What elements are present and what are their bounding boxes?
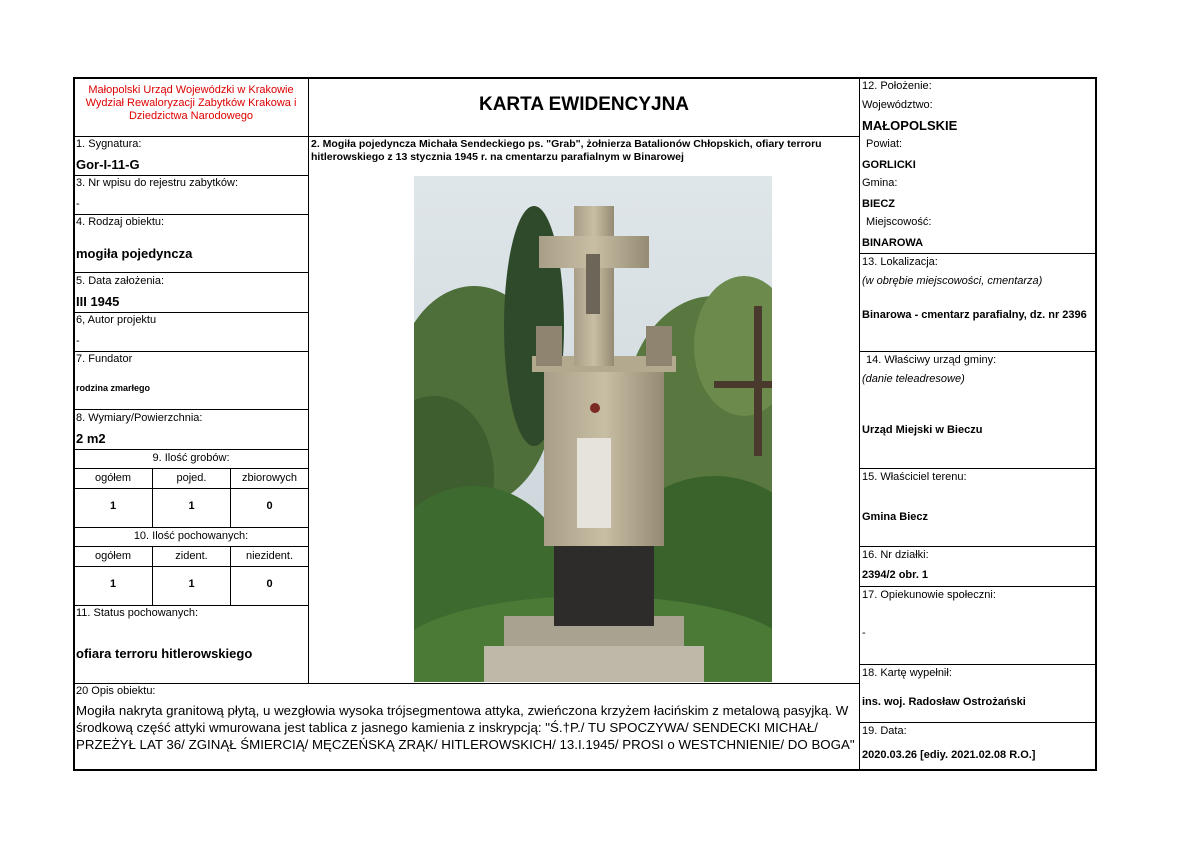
urzad-hint: (danie teleadresowe) (862, 373, 965, 385)
object-title: 2. Mogiła pojedyncza Michała Sendeckiego ps. "Grab", żołnierza Batalionów Chłopskich, ofiary terroru hitlerowskiego z 13 stycznia 1945 r. na cmentarzu parafialnym w Binarowej (311, 138, 822, 163)
wlasciciel-value: Gmina Biecz (862, 511, 929, 523)
rodzaj-label: 4. Rodzaj obiektu: (76, 216, 165, 228)
dzialka-value: 2394/2 obr. 1 (862, 569, 929, 581)
groby-value-ogolem: 1 (109, 500, 117, 512)
opiekunowie-label: 17. Opiekunowie społeczni: (862, 589, 996, 601)
wymiary-label: 8. Wymiary/Powierzchnia: (76, 412, 203, 424)
rejestr-label: 3. Nr wpisu do rejestru zabytków: (76, 177, 239, 189)
data-zalozenia-label: 5. Data założenia: (76, 275, 165, 287)
pochowani-header-niezident: niezident. (245, 550, 294, 562)
grave-photo (414, 176, 772, 682)
urzad-value: Urząd Miejski w Bieczu (862, 424, 983, 436)
data-wypelnienia-value: 2020.03.26 [ediy. 2021.02.08 R.O.] (862, 749, 1036, 761)
powiat-label: Powiat: (866, 138, 903, 150)
opis-text: Mogiła nakryta granitową płytą, u wezgłowia wysoka trójsegmentowa attyka, zwieńczona krzyżem łacińskim z metalową pasyjką. W środkową część attyki wmurowana jest tablica z jasnego kamienia z inskrypcją: "Ś.†P./ TU SPOCZYWA/ SENDECKI MICHAŁ/ PRZEŻYŁ LAT 36/ ZGINĄŁ ŚMIERCIĄ/ MĘCZEŃSKĄ ZRĄK/ HITLEROWSKICH/ 13.I.1945/ PROSI o WESTCHNIENIE/ DO BOGA" (76, 703, 855, 752)
fundator-value: rodzina zmarłego (76, 383, 151, 393)
dzialka-label: 16. Nr działki: (862, 549, 929, 561)
wlasciciel-label: 15. Właściciel terenu: (862, 471, 967, 483)
miejscowosc-label: Miejscowość: (866, 216, 932, 228)
card-title: KARTA EWIDENCYJNA (478, 94, 690, 115)
office-name: Małopolski Urząd Wojewódzki w Krakowie Wydział Rewaloryzacji Zabytków Krakowa i Dziedzictwa Narodowego (85, 84, 297, 122)
wypelnil-label: 18. Kartę wypełnił: (862, 667, 952, 679)
data-wypelnienia-label: 19. Data: (862, 725, 907, 737)
data-zalozenia-value: III 1945 (76, 294, 120, 309)
wojewodztwo-label: Województwo: (862, 99, 933, 111)
wypelnil-value: ins. woj. Radosław Ostrożański (862, 696, 1026, 708)
opiekunowie-value: - (862, 627, 866, 639)
groby-value-pojed: 1 (188, 500, 195, 512)
rejestr-value: - (76, 198, 80, 210)
pochowani-label: 10. Ilość pochowanych: (133, 530, 249, 542)
status-label: 11. Status pochowanych: (76, 607, 199, 619)
wojewodztwo-value: MAŁOPOLSKIE (862, 118, 958, 133)
wymiary-value: 2 m2 (76, 431, 106, 446)
pochowani-value-ogolem: 1 (109, 578, 117, 590)
groby-label: 9. Ilość grobów: (152, 452, 230, 464)
fundator-label: 7. Fundator (76, 353, 133, 365)
autor-value: - (76, 335, 80, 347)
groby-value-zbiorowych: 0 (266, 500, 273, 512)
groby-header-pojed: pojed. (176, 472, 207, 484)
pochowani-header-zident: zident. (175, 550, 208, 562)
urzad-label: 14. Właściwy urząd gminy: (866, 354, 997, 366)
powiat-value: GORLICKI (862, 159, 916, 171)
sygnatura-label: 1. Sygnatura: (76, 138, 142, 150)
pochowani-value-niezident: 0 (266, 578, 273, 590)
pochowani-header-ogolem: ogółem (94, 550, 132, 562)
lokalizacja-hint: (w obrębie miejscowości, cmentarza) (862, 275, 1043, 287)
lokalizacja-value: Binarowa - cmentarz parafialny, dz. nr 2396 (862, 309, 1087, 321)
lokalizacja-label: 13. Lokalizacja: (862, 256, 938, 268)
polozenie-label: 12. Położenie: (862, 80, 932, 92)
grave-photo-illustration (414, 176, 772, 682)
gmina-value: BIECZ (862, 198, 895, 210)
groby-header-ogolem: ogółem (94, 472, 132, 484)
opis-label: 20 Opis obiektu: (76, 685, 156, 697)
pochowani-value-zident: 1 (188, 578, 195, 590)
autor-label: 6, Autor projektu (76, 314, 157, 326)
groby-header-zbiorowych: zbiorowych (241, 472, 298, 484)
gmina-label: Gmina: (862, 177, 898, 189)
miejscowosc-value: BINAROWA (862, 237, 924, 249)
status-value: ofiara terroru hitlerowskiego (76, 646, 253, 661)
rodzaj-value: mogiła pojedyncza (76, 246, 193, 261)
sygnatura-value: Gor-I-11-G (76, 157, 140, 172)
